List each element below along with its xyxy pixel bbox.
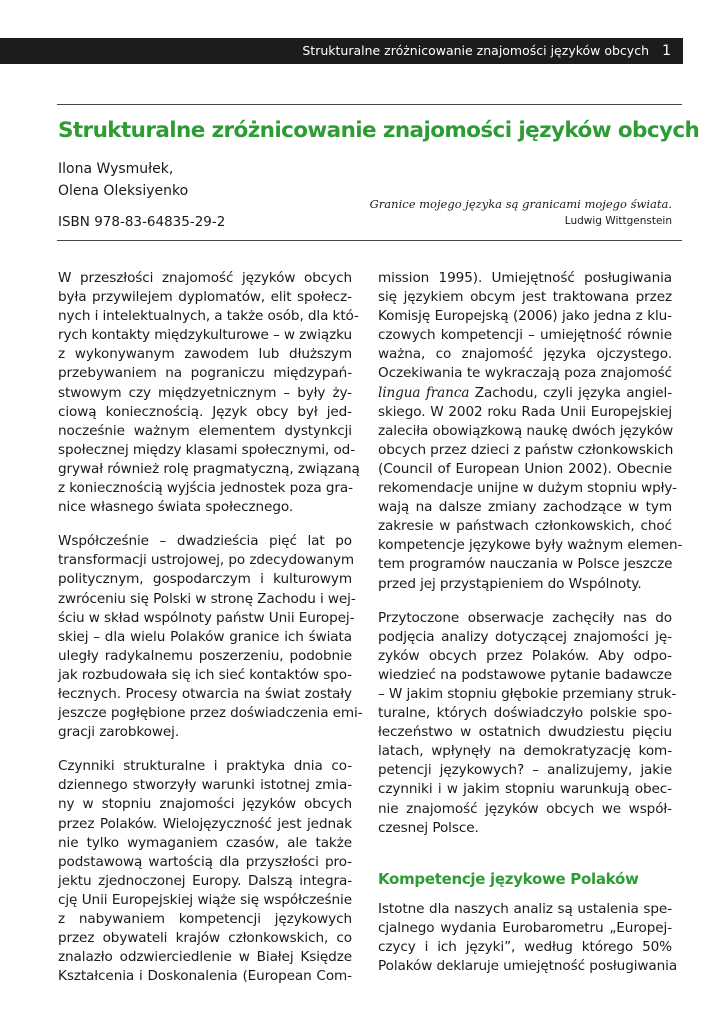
text-line: obcych przez dzieci z państw członkowskich <box>378 441 674 458</box>
text-line: czycy i ich języki”, według którego 50% <box>378 938 672 955</box>
text-line: gracji zarobkowej. <box>58 724 180 741</box>
text-line: turalne, których doświadczyło polskie spo- <box>378 705 672 722</box>
text-line: znalazło odzwierciedlenie w Białej Księdze <box>58 949 352 966</box>
text-line: cję Unii Europejskiej wiąże się współcześnie <box>58 891 352 908</box>
text-line: Polaków deklaruje umiejętność posługiwania <box>378 958 678 974</box>
text-line: przez obywateli krajów członkowskich, co <box>58 930 352 947</box>
text-line: się językiem obcym jest traktowana przez <box>378 289 672 306</box>
text-line: czynniki i w jakim stopniu warunkują obec- <box>378 781 672 798</box>
text-line: podjęcia analizy dotyczącej znajomości ję- <box>378 628 672 645</box>
text-line: z koniecznością wyjścia jednostek poza gra- <box>58 480 353 497</box>
text-line: transformacji ustrojowej, po zdecydowanym <box>58 552 355 569</box>
page-number: 1 <box>662 43 671 59</box>
text-line: łeczeństwo w ostatnich dwudziestu pięciu <box>378 724 672 741</box>
text-line: grywał również rolę pragmatyczną, związaną <box>58 460 360 477</box>
text-line: stwowym czy międzyetnicznym – były ży- <box>58 384 352 401</box>
section-title: Kompetencje językowe Polaków <box>378 869 639 888</box>
text-line: mission 1995). Umiejętność posługiwania <box>378 270 672 286</box>
text-line: rych kontakty międzykulturowe – w związku <box>58 327 353 344</box>
epigraph-author: Ludwig Wittgenstein <box>564 215 672 227</box>
text-line: nych i intelektualnych, a także osób, dla któ- <box>58 308 359 325</box>
text-line: Kształcenia i Doskonalenia (European Com- <box>58 968 352 985</box>
text-line: nie znajomość języków obcych we współ- <box>378 800 672 817</box>
text-line: społecznej między klasami społecznymi, od- <box>58 441 356 458</box>
text-line: politycznym, gospodarczym i kulturowym <box>58 571 352 588</box>
text-line: nocześnie ważnym elementem dystynkcji <box>58 422 352 439</box>
paragraph-lines <box>378 403 683 594</box>
text-line: z wykonywanym zawodem lub dłuższym <box>58 346 352 363</box>
text-line: zwróceniu się Polski w stronę Zachodu i wej- <box>58 590 356 607</box>
epigraph-quote: Granice mojego języka są granicami mojego świata. <box>369 197 672 211</box>
text-line: uległy radykalnemu poszerzeniu, podobnie <box>58 647 352 664</box>
text-line: ściu w skład wspólnoty państw Unii Europej- <box>58 609 355 626</box>
isbn: ISBN 978-83-64835-29-2 <box>58 214 226 230</box>
text-line: czowych kompetencji – umiejętność równie <box>378 327 672 344</box>
text-line: jak rozbudowała się ich sieć kontaktów spo- <box>58 666 352 683</box>
text-line: W przeszłości znajomość języków obcych <box>58 270 352 286</box>
text-line: czesnej Polsce. <box>378 819 479 836</box>
paragraph <box>378 609 677 838</box>
text-line: podstawową wartością dla przyszłości pro- <box>58 853 352 870</box>
text-line: przez Polaków. Wielojęzyczność jest jednak <box>58 815 352 832</box>
text-line-rest: Zachodu, czyli języka angiel- <box>469 384 672 401</box>
text-line: latach, wpłynęły na demokratyzację kom- <box>378 743 672 760</box>
text-line: zyków obcych przez Polaków. Aby odpo- <box>378 647 672 664</box>
text-line: skiego. W 2002 roku Rada Unii Europejskiej <box>378 403 672 420</box>
text-line: nice własnego świata społecznego. <box>58 499 294 516</box>
author-list <box>58 158 188 202</box>
text-line: Czynniki strukturalne i praktyka dnia co- <box>58 758 352 775</box>
running-title: Strukturalne zróżnicowanie znajomości języków obcych <box>302 43 649 58</box>
text-line: Istotne dla naszych analiz są ustalenia spe- <box>378 900 672 917</box>
text-line: skiej – dla wielu Polaków granice ich świata <box>58 628 352 645</box>
text-line: przed jej przystąpieniem do Wspólnoty. <box>378 575 642 592</box>
text-line: Komisję Europejską (2006) jako jedna z klu- <box>378 308 672 325</box>
text-line: tem programów nauczania w Polsce jeszcze <box>378 556 673 573</box>
right-column <box>378 269 683 991</box>
text-line: wiedzieć na podstawowe pytanie badawcze <box>378 666 672 683</box>
paragraph <box>378 900 678 976</box>
paragraph-lines <box>378 269 672 384</box>
text-line: cjalnego wydania Eurobarometru „Europej- <box>378 919 672 936</box>
text-line: zakresie w państwach członkowskich, choć <box>378 518 672 535</box>
text-line: petencji językowych? – analizujemy, jakie <box>378 762 672 779</box>
text-line: Współcześnie – dwadzieścia pięć lat po <box>58 533 352 550</box>
author-1: Ilona Wysmułek, <box>58 161 174 177</box>
paragraph <box>58 532 363 742</box>
text-line: nie tylko wymaganiem czasów, ale także <box>58 834 352 851</box>
text-line: była przywilejem dyplomatów, elit społecz- <box>58 289 352 306</box>
article-title: Strukturalne zróżnicowanie znajomości języków obcych <box>58 118 700 143</box>
top-divider <box>57 104 682 105</box>
lingua-franca-term: lingua franca <box>378 384 470 401</box>
text-line <box>378 384 672 403</box>
text-line: z nabywaniem kompetencji językowych <box>58 911 352 927</box>
text-line: ny w stopniu znajomości języków obcych <box>58 796 352 813</box>
text-line: kompetencje językowe były ważnym elemen- <box>378 537 683 554</box>
paragraph <box>58 757 352 986</box>
text-line: wają na dalsze zmiany zachodzące w tym <box>378 499 672 516</box>
text-line: łecznych. Procesy otwarcia na świat zostały <box>58 685 352 702</box>
text-line: dziennego stworzyły warunki istotnej zmia- <box>58 777 352 794</box>
left-column <box>58 269 363 1001</box>
header-divider <box>57 240 682 241</box>
text-line: przebywaniem na pograniczu międzypań- <box>58 365 352 382</box>
paragraph <box>378 269 683 594</box>
text-line: Oczekiwania te wykraczają poza znajomość <box>378 365 672 382</box>
author-2: Olena Oleksiyenko <box>58 183 189 199</box>
text-line: jektu zjednoczonej Europy. Dalszą integra- <box>58 872 352 889</box>
paragraph <box>58 269 360 517</box>
text-line: – W jakim stopniu głębokie przemiany struk- <box>378 685 677 702</box>
text-line: ciową koniecznością. Język obcy był jed- <box>58 403 352 420</box>
text-line: rekomendacje unijne w dużym stopniu wpły- <box>378 480 677 497</box>
text-line: ważna, co znajomość języka ojczystego. <box>378 346 672 363</box>
running-header <box>0 38 683 64</box>
text-line: (Council of European Union 2002). Obecnie <box>378 460 672 477</box>
text-line: Przytoczone obserwacje zachęciły nas do <box>378 609 672 626</box>
text-line: zaleciła obowiązkową naukę dwóch języków <box>378 422 674 439</box>
text-line: jeszcze pogłębione przez doświadczenia emi- <box>58 705 363 722</box>
